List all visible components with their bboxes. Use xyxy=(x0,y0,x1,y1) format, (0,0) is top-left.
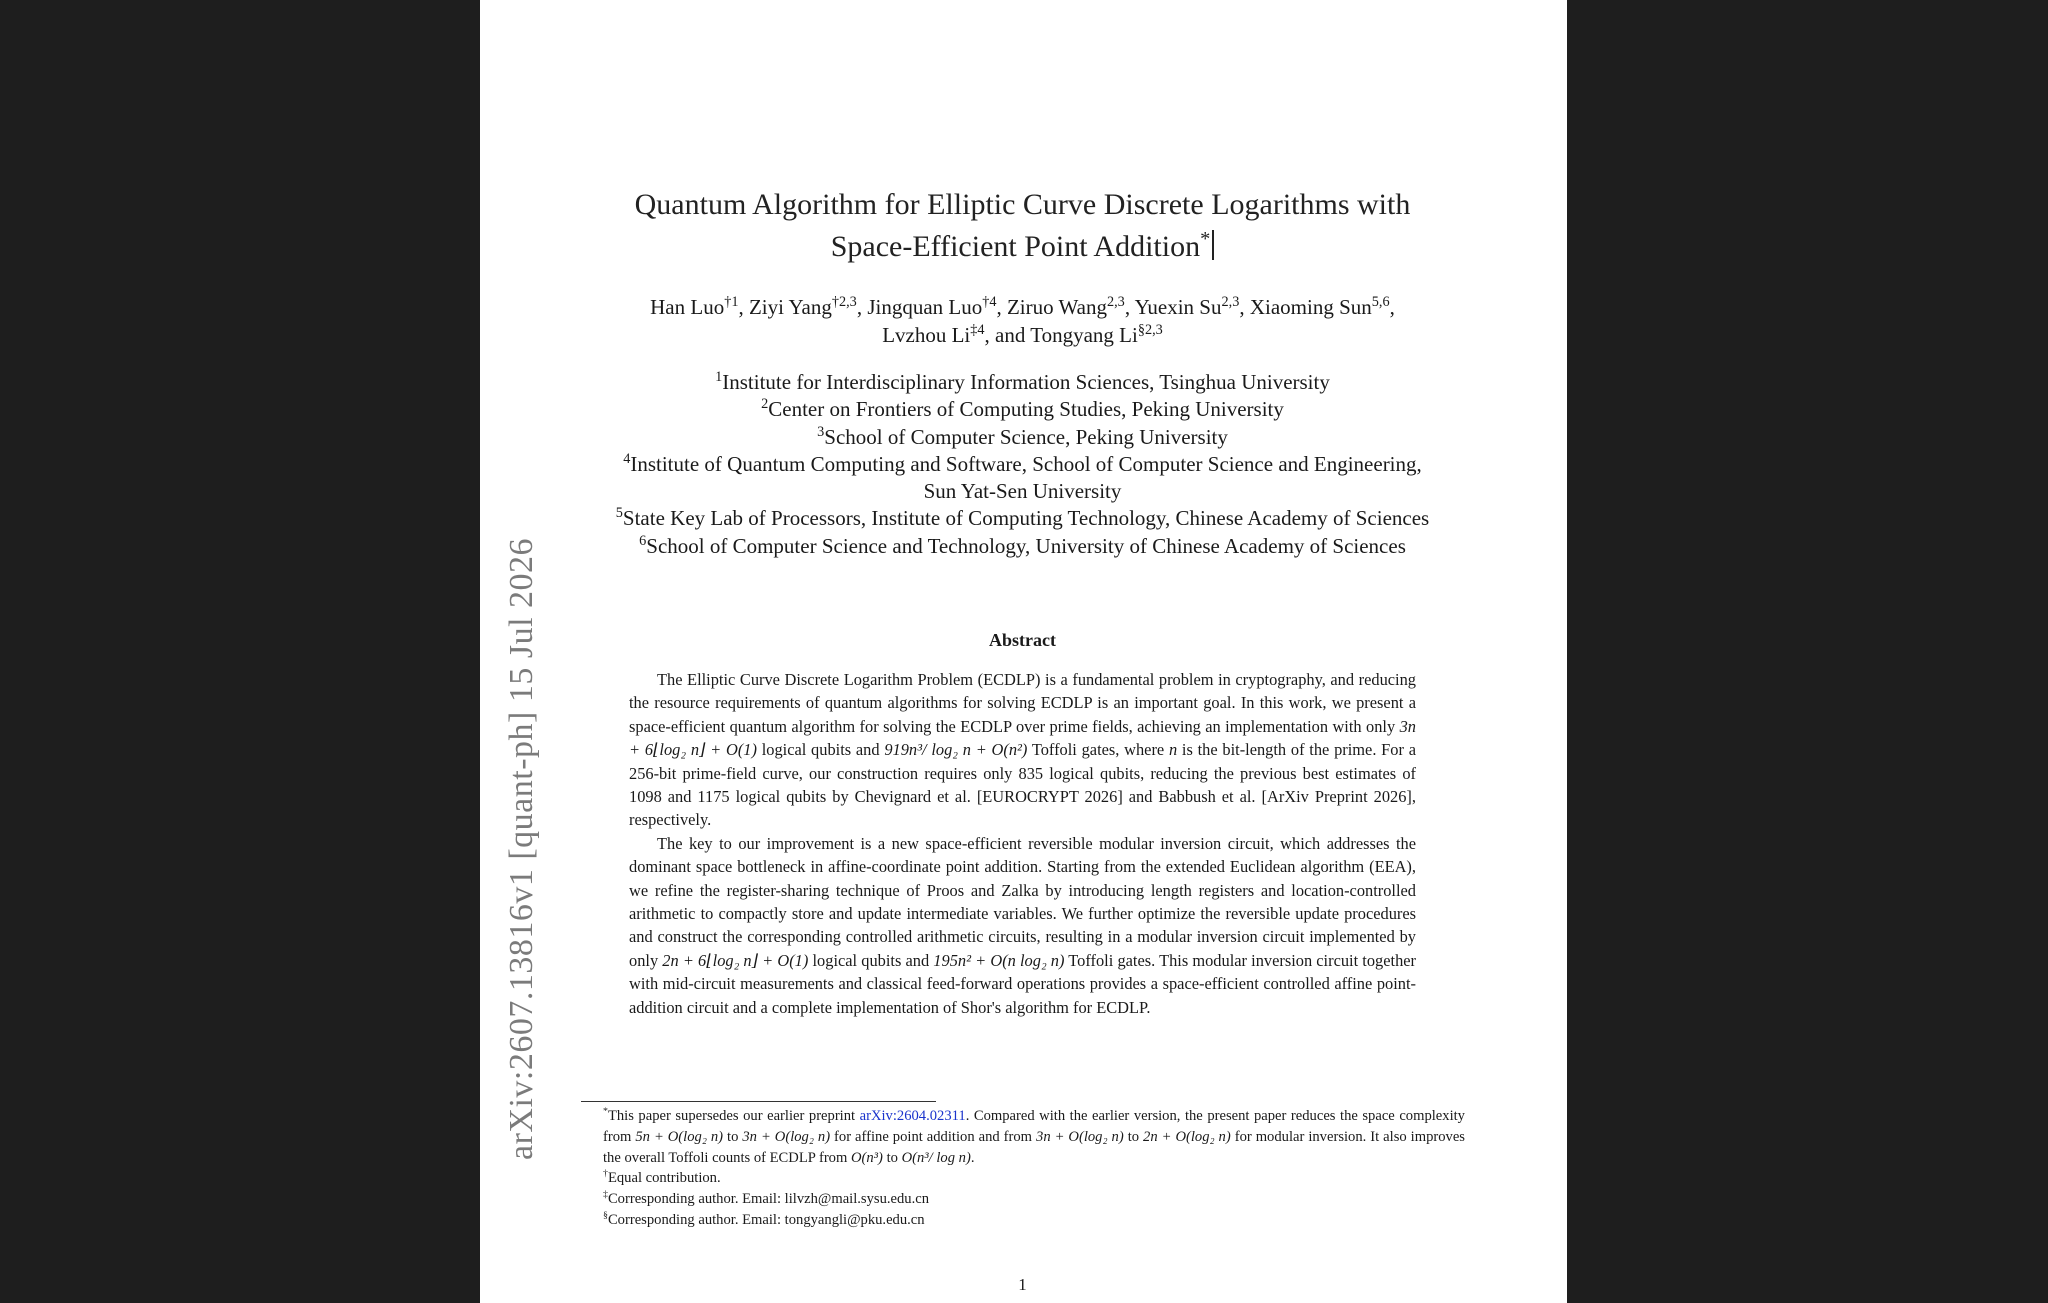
math-expression: 919n³/ log₂ n + O(n²) xyxy=(884,740,1028,760)
author: Lvzhou Li$^{\ddagger 4}$, and xyxy=(882,322,1031,347)
author: Tongyang Li$^{\S 2,3}$ xyxy=(1030,322,1163,347)
author: Jingquan Luo$^{\dagger 4}$, xyxy=(867,294,1007,319)
author: Ziruo Wang$^{2,3}$, xyxy=(1006,294,1135,319)
title-line-2 xyxy=(600,226,1445,268)
title-line-2-text: Space-Efficient Point Addition xyxy=(830,230,1201,263)
abstract-paragraph-1: The Elliptic Curve Discrete Logarithm Problem (ECDLP) is a fundamental problem in cryptography, and reducing the resource requirements of quantum algorithms for solving ECDLP is an important goal. In this work, we present a space-efficient quantum algorithm for solving the ECDLP over prime fields, achieving an implementation with only 3n + 6⌊log₂ n⌋ + O(1) logical qubits and 919n³/ log₂ n + O(n²) Toffoli gates, where n is the bit-length of the prime. For a 256-bit prime-field curve, our construction requires only 835 logical qubits, reducing the previous best estimates of 1098 and 1175 logical qubits by Chevignard et al. [EUROCRYPT 2026] and Babbush et al. [ArXiv Preprint 2026], respectively. xyxy=(629,670,1416,830)
title-line-1: Quantum Algorithm for Elliptic Curve Discrete Logarithms with xyxy=(634,188,1411,221)
arxiv-identifier-stamp: arXiv:2607.13816v1 [quant-ph] 15 Jul 2026 xyxy=(503,537,540,1160)
abstract-paragraph-2: The key to our improvement is a new space-efficient reversible modular inversion circuit, which addresses the dominant space bottleneck in affine-coordinate point addition. Starting from the extended Euclidean algorithm (EEA), we refine the register-sharing technique of Proos and Zalka by introducing length registers and location-controlled arithmetic to compactly store and update intermediate variables. We further optimize the reversible update procedures and construct the corresponding controlled arithmetic circuits, resulting in a modular inversion circuit implemented by only 2n + 6⌊log₂ n⌋ + O(1) logical qubits and 195n² + O(n log₂ n) Toffoli gates. This modular inversion circuit together with mid-circuit measurements and classical feed-forward operations provides a space-efficient controlled affine point-addition circuit and a complete implementation of Shor's algorithm for ECDLP. xyxy=(629,833,1417,1017)
affiliation: $^6$School of Computer Science and Technology, University of Chinese Academy of Sciences xyxy=(639,532,1406,558)
affiliation-list xyxy=(560,369,1485,560)
math-expression: 195n² + O(n log₂ n) xyxy=(933,950,1065,970)
math-expression: 2n + 6⌊log₂ n⌋ + O(1) xyxy=(662,950,809,970)
footnote-section: §Corresponding author. Email: tongyangli@pku.edu.cn xyxy=(603,1210,925,1228)
math-expression: 3n + 6⌊log₂ n⌋ + O(1) xyxy=(629,716,1416,760)
author: Ziyi Yang$^{\dagger 2,3}$, xyxy=(748,294,868,319)
author: Yuexin Su$^{2,3}$, xyxy=(1134,294,1250,319)
abstract-heading: Abstract xyxy=(989,630,1056,650)
author: Xiaoming Sun$^{5,6}$, xyxy=(1249,294,1395,319)
affiliation: $^4$Institute of Quantum Computing and Software, School of Computer Science and Engineering, xyxy=(623,450,1422,476)
paper-title xyxy=(600,184,1445,268)
page-number: 1 xyxy=(1018,1275,1027,1294)
author: Han Luo$^{\dagger 1}$, xyxy=(650,294,749,319)
text-cursor xyxy=(1212,230,1214,260)
affiliation: $^3$School of Computer Science, Peking University xyxy=(817,423,1228,449)
abstract-body xyxy=(629,668,1416,1019)
footnote-double-dagger: ‡Corresponding author. Email: lilvzh@mail.sysu.edu.cn xyxy=(603,1189,930,1208)
footnote-star: *This paper supersedes our earlier preprint arXiv:2604.02311. Compared with the earlier version, the present paper reduces the space complexity from 5n + O(log₂ n) to 3n + O(log₂ n) for affine point addition and from 3n + O(log₂ n) to 2n + O(log₂ n) for modular inversion. It also improves the overall Toffoli counts of ECDLP from O(n³) to O(n³/ log n). xyxy=(603,1106,1465,1166)
affiliation: $^1$Institute for Interdisciplinary Information Sciences, Tsinghua University xyxy=(715,369,1330,394)
affiliation-continuation: Sun Yat-Sen University xyxy=(923,479,1122,504)
footnote-dagger: †Equal contribution. xyxy=(603,1168,721,1187)
affiliation: $^2$Center on Frontiers of Computing Studies, Peking University xyxy=(761,396,1284,422)
footnote-divider xyxy=(581,1101,936,1102)
footnotes xyxy=(581,1106,1465,1231)
affiliation: $^5$State Key Lab of Processors, Institute of Computing Technology, Chinese Academy of Sciences xyxy=(615,505,1430,531)
math-expression: n xyxy=(1168,740,1178,760)
title-footnote-mark: * xyxy=(1200,228,1211,250)
arxiv-preprint-link[interactable]: arXiv:2604.02311 xyxy=(859,1108,966,1124)
author-list xyxy=(560,293,1485,349)
